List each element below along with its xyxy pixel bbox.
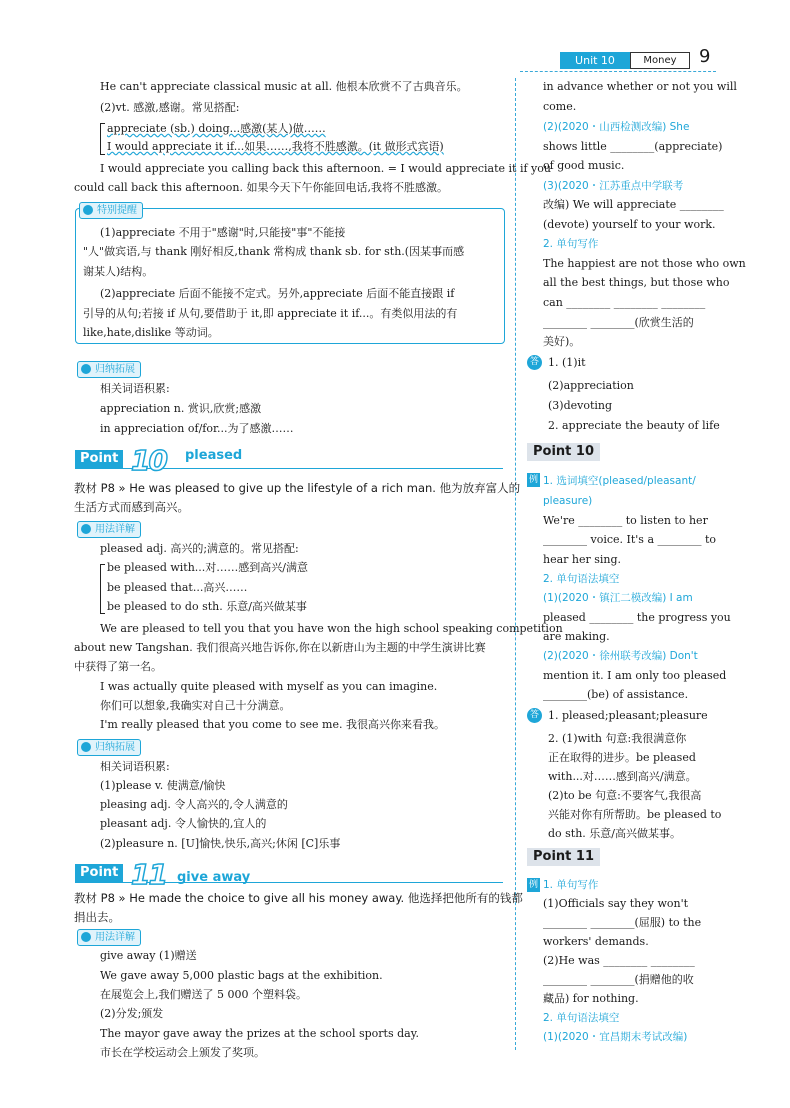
point-10-label: Point 10 (527, 443, 600, 461)
brace (100, 564, 105, 614)
text-line: pleasant adj. 令人愉快的,宜人的 (100, 817, 267, 830)
text-line: could call back this afternoon. 如果今天下午你能回电话,我将不胜感激。 (74, 181, 448, 194)
text-line: come. (543, 100, 577, 113)
answer-line: 1. pleased;pleasant;pleasure (548, 709, 708, 722)
pin-icon (81, 524, 91, 534)
text-line: pleased adj. 高兴的;满意的。常见搭配: (100, 542, 299, 555)
answer-line: 2. (1)with 句意:我很满意你 (548, 732, 687, 745)
answer-line: 2. appreciate the beauty of life (548, 419, 720, 432)
text-line: 改编) We will appreciate ________ (543, 198, 724, 211)
answer-line: (2)appreciation (548, 379, 634, 392)
usage-tag: 用法详解 (77, 521, 141, 538)
text-line: hear her sing. (543, 553, 622, 566)
text-line: all the best things, but those who (543, 276, 730, 289)
usage-tag: 用法详解 (77, 929, 141, 946)
text-line: about new Tangshan. 我们很高兴地告诉你,你在以新唐山为主题的中学生演讲比赛 (74, 641, 486, 654)
text-line: in appreciation of/for...为了感激…… (100, 422, 294, 435)
text-line: of good music. (543, 159, 625, 172)
text-line: pleased ________ the progress you (543, 611, 731, 624)
text-line: I'm really pleased that you come to see me. 我很高兴你来看我。 (100, 718, 445, 731)
question-source: (2)(2020・山西检测改编) She (543, 121, 690, 133)
text-line: be pleased that...高兴…… (107, 581, 248, 594)
textbook-source: 教材 P8 » He was pleased to give up the lifestyle of a rich man. 他为放弃富人的 (74, 481, 521, 495)
text-line: 你们可以想象,我确实对自己十分满意。 (100, 699, 291, 712)
brace (100, 123, 105, 155)
text-line: ________(be) of assistance. (543, 688, 689, 701)
text-line: I was actually quite pleased with myself as you can imagine. (100, 680, 438, 693)
text-line: We are pleased to tell you that you have won the high school speaking competition (100, 622, 563, 635)
text-line: in advance whether or not you will (543, 80, 737, 93)
text-line: We're ________ to listen to her (543, 514, 708, 527)
text-line: The happiest are not those who own (543, 257, 746, 270)
text-line: 相关词语积累: (100, 382, 170, 395)
text-line: appreciate (sb.) doing...感激(某人)做…… (107, 122, 326, 135)
text-line: are making. (543, 630, 610, 643)
question-source: (1)(2020・镇江二模改编) I am (543, 592, 693, 604)
text-line: ________ ________(屈服) to the (543, 916, 702, 929)
bulb-icon (83, 205, 93, 215)
tip-line: (2)appreciate 后面不能接不定式。另外,appreciate 后面不能直接跟 if (100, 287, 455, 300)
text-line: (2)He was ________ ________ (543, 954, 695, 967)
answer-line: (3)devoting (548, 399, 613, 412)
text-line: ________ voice. It's a ________ to (543, 533, 717, 546)
text-line: can ________ ________ ________ (543, 296, 706, 309)
extension-tag: 归纳拓展 (77, 739, 141, 756)
point-label: Point (75, 450, 123, 468)
text-line: 在展览会上,我们赠送了 5 000 个塑料袋。 (100, 988, 307, 1001)
section-heading: 2. 单句写作 (543, 238, 599, 250)
section-heading: 1. 选词填空(pleased/pleasant/ (543, 475, 696, 487)
answer-line: 1. (1)it (548, 356, 586, 369)
pin-icon (81, 742, 91, 752)
text-line: (1)Officials say they won't (543, 897, 689, 910)
text-line: appreciation n. 赏识,欣赏;感激 (100, 402, 262, 415)
text-line: 中获得了第一名。 (74, 660, 162, 673)
text-line: (2)pleasure n. [U]愉快,快乐,高兴;休闲 [C]乐事 (100, 837, 341, 850)
point-word: give away (177, 870, 251, 885)
text-line: I would appreciate you calling back this afternoon. = I would appreciate it if you (100, 162, 551, 175)
text-line: 藏品) for nothing. (543, 992, 639, 1005)
text-line: 市长在学校运动会上颁发了奖项。 (100, 1046, 265, 1059)
pin-icon (81, 932, 91, 942)
text-line: shows little ________(appreciate) (543, 140, 723, 153)
textbook-source: 教材 P8 » He made the choice to give all his money away. 他选择把他所有的钱都 (74, 891, 523, 905)
answer-icon: 答 (527, 708, 542, 723)
unit-badge: Unit 10 (560, 52, 630, 69)
example-icon: 例 (528, 880, 538, 890)
text-line: mention it. I am only too pleased (543, 669, 727, 682)
section-heading: pleasure) (543, 495, 593, 507)
pin-icon (81, 364, 91, 374)
tip-line: (1)appreciate 不用于"感谢"时,只能接"事"不能接 (100, 226, 346, 239)
answer-line: with...对……感到高兴/满意。 (548, 770, 697, 783)
point-number: 11 (131, 858, 166, 891)
question-source: (2)(2020・徐州联考改编) Don't (543, 650, 698, 662)
textbook-source: 生活方式而感到高兴。 (74, 500, 189, 514)
text-line: I would appreciate it if...如果……,我将不胜感激。(it 做形式宾语) (107, 140, 444, 153)
section-heading: 1. 单句写作 (543, 879, 599, 891)
point-number: 10 (131, 444, 166, 477)
tip-line: like,hate,dislike 等动词。 (83, 326, 219, 339)
text-line: ________ ________(欣赏生活的 (543, 316, 694, 329)
text-line: He can't appreciate classical music at all. 他根本欣赏不了古典音乐。 (100, 80, 468, 93)
answer-line: do sth. 乐意/高兴做某事。 (548, 827, 682, 840)
example-icon: 例 (528, 475, 538, 485)
text-line: The mayor gave away the prizes at the school sports day. (100, 1027, 419, 1040)
tip-line: 谢某人)结构。 (83, 265, 154, 278)
topic-badge: Money (630, 52, 690, 69)
answer-line: (2)to be 句意:不要客气,我很高 (548, 789, 702, 802)
section-heading: 2. 单句语法填空 (543, 1012, 620, 1024)
text-line: (2)vt. 感激,感谢。常见搭配: (100, 101, 240, 114)
point-11-label: Point 11 (527, 848, 600, 866)
text-line: 相关词语积累: (100, 760, 170, 773)
point-10-heading (75, 444, 503, 477)
text-line: give away (1)赠送 (100, 949, 197, 962)
tip-line: 引导的从句;若接 if 从句,要借助于 it,即 appreciate it if...。有类似用法的有 (83, 307, 458, 320)
text-line: ________ ________(捐赠他的收 (543, 973, 694, 986)
extension-tag: 归纳拓展 (77, 361, 141, 378)
answer-line: 正在取得的进步。be pleased (548, 751, 696, 764)
point-label: Point (75, 864, 123, 882)
text-line: pleasing adj. 令人高兴的,令人满意的 (100, 798, 288, 811)
tip-tag: 特别提醒 (79, 202, 143, 219)
answer-icon: 答 (527, 355, 542, 370)
section-heading: 2. 单句语法填空 (543, 573, 620, 585)
text-line: be pleased to do sth. 乐意/高兴做某事 (107, 600, 307, 613)
question-source: (1)(2020・宜昌期末考试改编) (543, 1031, 688, 1043)
text-line: We gave away 5,000 plastic bags at the exhibition. (100, 969, 383, 982)
tip-line: "人"做宾语,与 thank 刚好相反,thank 常构成 thank sb. for sth.(因某事而感 (83, 245, 465, 258)
page-number: 9 (699, 46, 711, 67)
point-11-heading (75, 858, 503, 891)
header-rule (520, 71, 716, 72)
textbook-source: 捐出去。 (74, 910, 120, 924)
text-line: (1)please v. 使满意/愉快 (100, 779, 226, 792)
text-line: workers' demands. (543, 935, 649, 948)
text-line: (devote) yourself to your work. (543, 218, 716, 231)
text-line: be pleased with...对……感到高兴/满意 (107, 561, 309, 574)
answer-line: 兴能对你有所帮助。be pleased to (548, 808, 722, 821)
text-line: (2)分发;颁发 (100, 1007, 164, 1020)
point-word: pleased (185, 448, 243, 463)
text-line: 美好)。 (543, 335, 581, 348)
question-source: (3)(2020・江苏重点中学联考 (543, 180, 684, 192)
